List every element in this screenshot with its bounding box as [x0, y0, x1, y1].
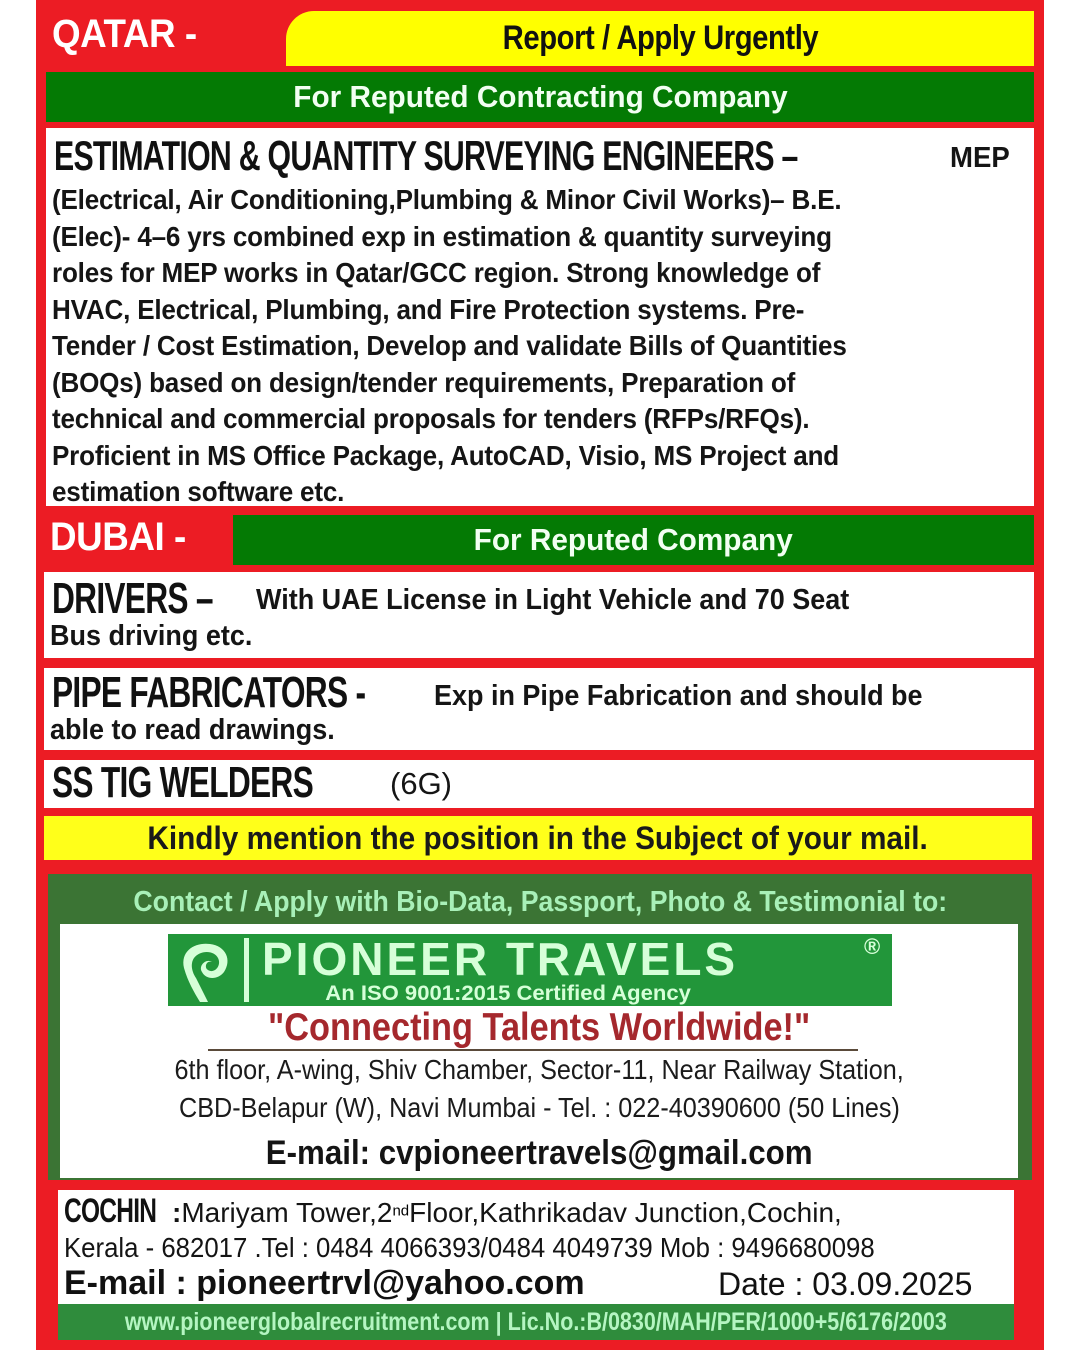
cochin-section — [58, 1190, 1014, 1306]
contact-heading: Contact / Apply with Bio-Data, Passport, Photo & Testimonial to: — [133, 885, 947, 918]
description-line: Proficient in MS Office Package, AutoCAD, Visio, MS Project and — [52, 439, 840, 471]
company-banner-qatar — [46, 72, 1034, 122]
job-box-estimation — [46, 128, 1034, 506]
job-line-drivers-2: Bus driving etc. — [50, 620, 253, 652]
cochin-address-a: Mariyam Tower,2 — [181, 1197, 393, 1228]
cochin-label: COCHIN — [64, 1192, 157, 1230]
job-title-estimation — [54, 132, 798, 180]
logo-subtitle: An ISO 9001:2015 Certified Agency — [325, 982, 691, 1005]
job-suffix-6g: (6G) — [390, 766, 452, 801]
title-separator: – — [781, 132, 798, 179]
description-line: HVAC, Electrical, Plumbing, and Fire Protection systems. Pre- — [52, 293, 805, 325]
pioneer-p-icon — [176, 938, 238, 1004]
job-line-drivers-1: With UAE License in Light Vehicle and 70 Seat — [256, 584, 850, 616]
description-line: (Electrical, Air Conditioning,Plumbing & Minor Civil Works)– B.E. — [52, 184, 842, 215]
description-line: estimation software etc. — [52, 476, 345, 507]
job-title-text: DRIVERS — [52, 574, 188, 623]
job-line-mep: MEP — [950, 142, 1010, 174]
job-title-tig-welders: SS TIG WELDERS — [52, 758, 313, 807]
description-line: Tender / Cost Estimation, Develop and validate Bills of Quantities — [52, 330, 847, 361]
job-box-pipe-fabricators — [44, 668, 1034, 750]
job-title-drivers — [52, 574, 213, 624]
contact-section — [48, 874, 1032, 1180]
address-line-2: CBD-Belapur (W), Navi Mumbai - Tel. : 022-40390600 (50 Lines) — [178, 1092, 900, 1123]
job-description-estimation — [52, 182, 906, 511]
country-label-dubai: DUBAI - — [50, 515, 186, 559]
job-line-pipe-1: Exp in Pipe Fabrication and should be — [434, 680, 923, 712]
description-line: (Elec)- 4–6 yrs combined exp in estimation & quantity surveying — [52, 220, 832, 252]
contact-card — [60, 924, 1018, 1178]
email-mumbai[interactable]: E-mail: cvpioneertravels@gmail.com — [265, 1134, 813, 1172]
cochin-address-line-1 — [64, 1192, 842, 1231]
job-box-tig-welders — [44, 760, 1034, 808]
cochin-address-line-2: Kerala - 682017 .Tel : 0484 4066393/0484 4049739 Mob : 9496680098 — [64, 1232, 875, 1263]
registered-mark-icon: ® — [864, 934, 881, 959]
logo-company-name: PIONEER TRAVELS — [262, 933, 739, 985]
description-line: roles for MEP works in Qatar/GCC region. Strong knowledge of — [52, 257, 821, 288]
tagline-underline — [208, 1049, 858, 1051]
company-label-dubai: For Reputed Company — [473, 522, 794, 557]
job-box-drivers — [44, 572, 1034, 658]
pioneer-travels-logo — [168, 934, 892, 1006]
job-title-text: PIPE FABRICATORS — [52, 668, 348, 717]
job-title-text: ESTIMATION & QUANTITY SURVEYING ENGINEERS — [54, 132, 774, 179]
cochin-address-b: Floor,Kathrikadav Junction,Cochin, — [409, 1197, 842, 1228]
company-label-qatar: For Reputed Contracting Company — [292, 79, 788, 114]
cochin-colon: : — [172, 1197, 182, 1228]
footer-website-license[interactable]: www.pioneerglobalrecruitment.com | Lic.No.:B/0830/MAH/PER/1000+5/6176/2003 — [125, 1307, 947, 1336]
footer-bar — [58, 1304, 1014, 1340]
ordinal-superscript: nd — [392, 1202, 410, 1220]
urgent-banner — [286, 11, 1034, 66]
job-title-pipe-fabricators — [52, 668, 365, 718]
urgent-label: Report / Apply Urgently — [502, 19, 818, 57]
logo-divider — [244, 938, 249, 1002]
title-separator: - — [355, 668, 366, 717]
title-separator: – — [195, 574, 213, 623]
email-cochin[interactable]: E-mail : pioneertrvl@yahoo.com — [64, 1264, 585, 1302]
subject-notice-text: Kindly mention the position in the Subject of your mail. — [147, 819, 929, 856]
ad-date: Date : 03.09.2025 — [718, 1266, 973, 1302]
description-line: (BOQs) based on design/tender requirements, Preparation of — [52, 366, 796, 398]
tagline: "Connecting Talents Worldwide!" — [267, 1006, 811, 1049]
job-line-pipe-2: able to read drawings. — [50, 714, 335, 746]
description-line: technical and commercial proposals for tenders (RFPs/RFQs). — [52, 403, 810, 434]
company-banner-dubai — [233, 515, 1034, 565]
subject-notice — [44, 816, 1032, 860]
country-label-qatar: QATAR - — [52, 12, 197, 56]
address-line-1: 6th floor, A-wing, Shiv Chamber, Sector-11, Near Railway Station, — [174, 1054, 904, 1085]
